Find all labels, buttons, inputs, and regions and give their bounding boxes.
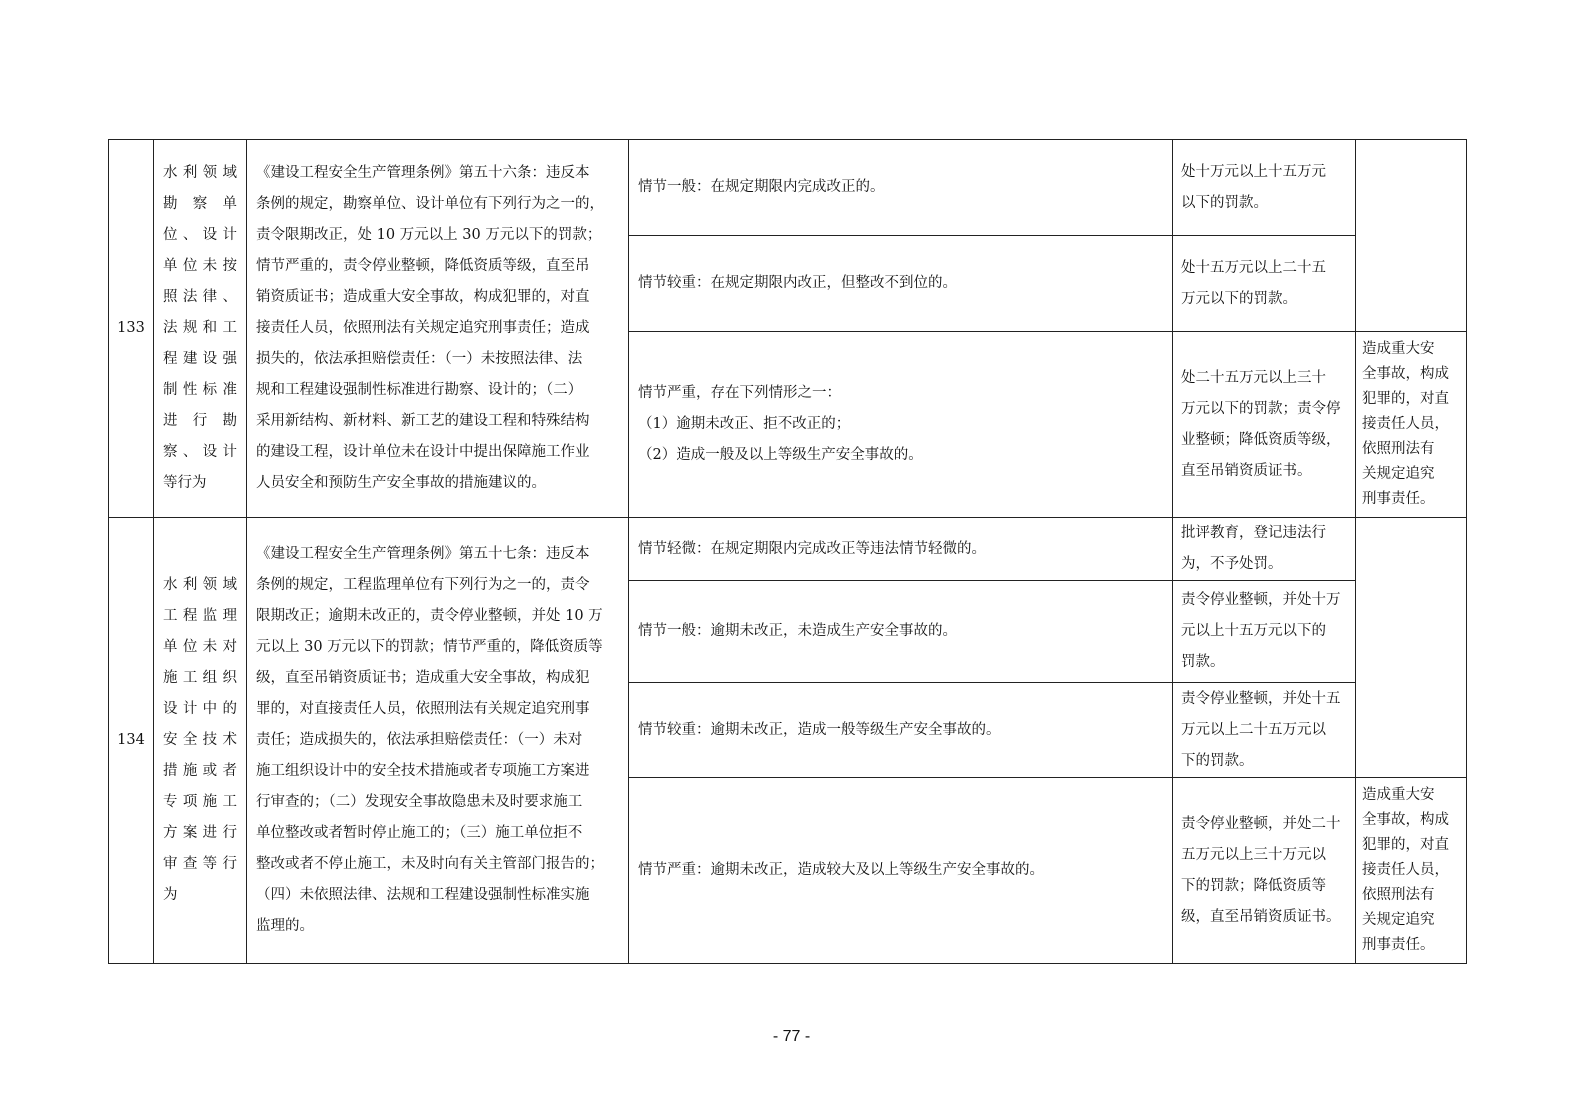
- violation-behavior: 水利领域 勘 察 单 位、设计 单位未按 照法律、 法规和工 程建设强 制性标准 进 行 勘 察、设计 等行为: [154, 140, 247, 518]
- penalty: 责令停业整顿，并处十五 万元以上二十五万元以 下的罚款。: [1173, 683, 1356, 778]
- circumstance: 情节较重：逾期未改正，造成一般等级生产安全事故的。: [629, 683, 1173, 778]
- remarks: 造成重大安 全事故，构成 犯罪的，对直 接责任人员， 依照刑法有 关规定追究 刑事责任。: [1356, 778, 1467, 964]
- penalty-table: [108, 139, 1467, 964]
- penalty: 处十五万元以上二十五 万元以下的罚款。: [1173, 236, 1356, 332]
- circumstance: 情节一般：逾期未改正，未造成生产安全事故的。: [629, 581, 1173, 683]
- table-row: [109, 140, 1467, 236]
- remarks-empty: [1356, 140, 1467, 332]
- legal-basis: 《建设工程安全生产管理条例》第五十六条：违反本 条例的规定，勘察单位、设计单位有下列行为之一的， 责令限期改正，处 10 万元以上 30 万元以下的罚款； 情节严重的，责令停业整顿，降低资质等级，直至吊 销资质证书；造成重大安全事故，构成犯罪的，对直 接责任人员，依照刑法有关规定追究刑事责任；造成 损失的，依法承担赔偿责任：（一）未按照法律、法 规和工程建设强制性标准进行勘察、设计的；（二） 采用新结构、新材料、新工艺的建设工程和特殊结构 的建设工程，设计单位未在设计中提出保障施工作业 人员安全和预防生产安全事故的措施建议的。: [247, 140, 629, 518]
- penalty: 责令停业整顿，并处十万 元以上十五万元以下的 罚款。: [1173, 581, 1356, 683]
- page-number: - 77 -: [772, 1028, 811, 1045]
- penalty: 处二十五万元以上三十 万元以下的罚款；责令停 业整顿；降低资质等级， 直至吊销资质证书。: [1173, 332, 1356, 518]
- circumstance: 情节一般：在规定期限内完成改正的。: [629, 140, 1173, 236]
- remarks-empty: [1356, 518, 1467, 778]
- row-number: 134: [109, 518, 154, 964]
- circumstance: 情节轻微：在规定期限内完成改正等违法情节轻微的。: [629, 518, 1173, 581]
- circumstance: 情节严重，存在下列情形之一： （1）逾期未改正、拒不改正的； （2）造成一般及以上等级生产安全事故的。: [629, 332, 1173, 518]
- remarks: 造成重大安 全事故，构成 犯罪的，对直 接责任人员， 依照刑法有 关规定追究 刑事责任。: [1356, 332, 1467, 518]
- circumstance: 情节严重：逾期未改正，造成较大及以上等级生产安全事故的。: [629, 778, 1173, 964]
- penalty: 责令停业整顿，并处二十 五万元以上三十万元以 下的罚款；降低资质等 级，直至吊销资质证书。: [1173, 778, 1356, 964]
- row-number: 133: [109, 140, 154, 518]
- table-row: [109, 518, 1467, 581]
- legal-basis: 《建设工程安全生产管理条例》第五十七条：违反本 条例的规定，工程监理单位有下列行为之一的，责令 限期改正；逾期未改正的，责令停业整顿，并处 10 万 元以上 30 万元以下的罚款；情节严重的，降低资质等 级，直至吊销资质证书；造成重大安全事故，构成犯 罪的，对直接责任人员，依照刑法有关规定追究刑事 责任；造成损失的，依法承担赔偿责任：（一）未对 施工组织设计中的安全技术措施或者专项施工方案进 行审查的；（二）发现安全事故隐患未及时要求施工 单位整改或者暂时停止施工的；（三）施工单位拒不 整改或者不停止施工，未及时向有关主管部门报告的； （四）未依照法律、法规和工程建设强制性标准实施 监理的。: [247, 518, 629, 964]
- penalty: 处十万元以上十五万元 以下的罚款。: [1173, 140, 1356, 236]
- violation-behavior: 水利领域 工程监理 单位未对 施工组织 设计中的 安全技术 措施或者 专项施工 方案进行 审查等行 为: [154, 518, 247, 964]
- circumstance: 情节较重：在规定期限内改正，但整改不到位的。: [629, 236, 1173, 332]
- penalty: 批评教育，登记违法行 为，不予处罚。: [1173, 518, 1356, 581]
